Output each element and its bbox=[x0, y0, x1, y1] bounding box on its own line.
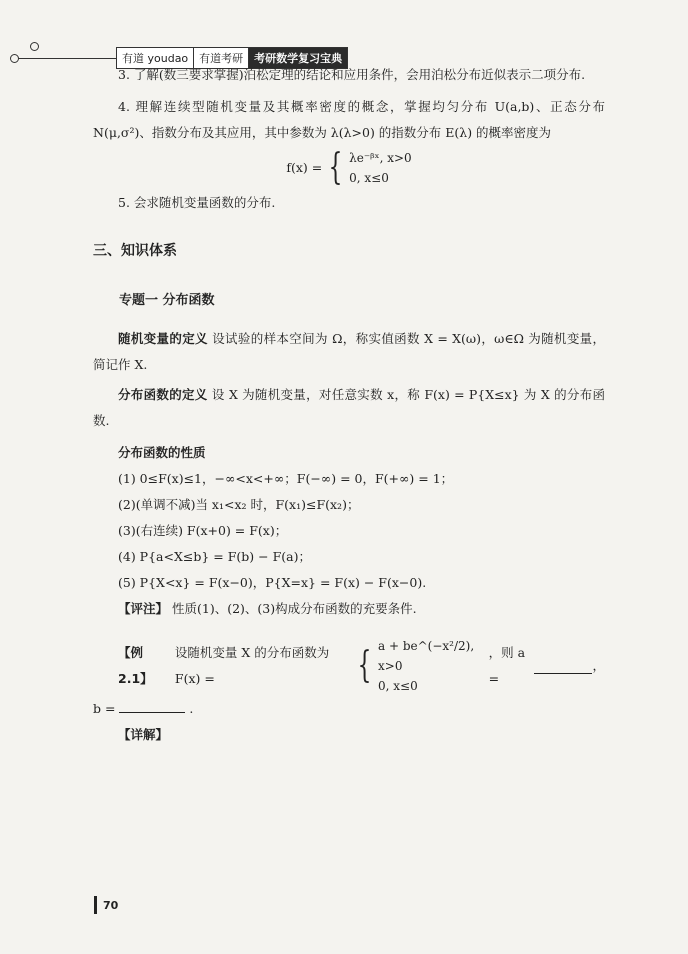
properties-title: 分布函数的性质 bbox=[118, 445, 206, 460]
header-rule bbox=[14, 58, 130, 59]
cdf-definition-text: 设 X 为随机变量，对任意实数 x，称 F(x) = P{X≤x} 为 X 的分布函数. bbox=[93, 387, 605, 428]
example-b-line bbox=[93, 696, 605, 722]
example-case: 0, x≤0 bbox=[378, 679, 418, 693]
topic-heading: 专题一 分布函数 bbox=[119, 293, 215, 308]
example-cases bbox=[378, 636, 489, 696]
property-item: (4) P{a<X≤b} = F(b) − F(a)； bbox=[118, 549, 311, 564]
page-content bbox=[93, 62, 605, 748]
formula-cases bbox=[349, 148, 412, 188]
solution-tag: 【详解】 bbox=[118, 727, 169, 742]
formula-brace: { bbox=[328, 147, 343, 188]
header-brand: 有道 youdao bbox=[122, 52, 189, 65]
page-number bbox=[94, 896, 118, 914]
note-text: 性质(1)、(2)、(3)构成分布函数的充要条件. bbox=[172, 601, 417, 616]
example-end-a: ， bbox=[592, 658, 605, 673]
property-item: (1) 0≤F(x)≤1，−∞<x<+∞；F(−∞) = 0，F(+∞) = 1； bbox=[118, 471, 454, 486]
cdf-definition bbox=[93, 382, 605, 434]
header-brand-secondary: 有道考研 bbox=[193, 48, 248, 68]
example-end-b: . bbox=[189, 701, 194, 716]
running-header bbox=[0, 20, 688, 65]
example-brace: { bbox=[357, 645, 372, 686]
property-item: (5) P{X<x} = F(x−0)，P{X=x} = F(x) − F(x−0). bbox=[118, 575, 427, 590]
example-2-1 bbox=[93, 636, 605, 696]
header-book-title: 考研数学复习宝典 bbox=[248, 48, 347, 68]
property-item: (2)(单调不减)当 x₁<x₂ 时，F(x₁)≤F(x₂)； bbox=[118, 497, 360, 512]
rv-definition bbox=[93, 326, 605, 378]
answer-blank-b[interactable] bbox=[119, 698, 185, 713]
page-number-text: 70 bbox=[103, 898, 119, 912]
example-ask-a: ，则 a = bbox=[488, 645, 526, 686]
cdf-definition-term: 分布函数的定义 bbox=[118, 387, 208, 402]
header-ornament-circle bbox=[30, 42, 39, 51]
section-heading: 三、知识体系 bbox=[93, 243, 177, 259]
requirement-item-3: 3. 了解(数三要求掌握)泊松定理的结论和应用条件，会用泊松分布近似表示二项分布. bbox=[118, 67, 586, 82]
requirement-item-5: 5. 会求随机变量函数的分布. bbox=[118, 195, 276, 210]
example-tag: 【例 2.1】 bbox=[118, 645, 153, 686]
formula-case: 0, x≤0 bbox=[349, 171, 389, 185]
example-text: 设随机变量 X 的分布函数为 F(x) = bbox=[174, 645, 330, 686]
note-tag: 【评注】 bbox=[118, 601, 169, 616]
answer-blank-a[interactable] bbox=[534, 659, 593, 674]
example-case: a + be^(−x²/2), x>0 bbox=[378, 639, 475, 673]
formula-case: λe⁻ᵝˣ, x>0 bbox=[349, 151, 412, 165]
property-item: (3)(右连续) F(x+0) = F(x)； bbox=[118, 523, 288, 538]
requirement-item-4: 4. 理解连续型随机变量及其概率密度的概念，掌握均匀分布 U(a,b)、正态分布 N(μ,σ²)、指数分布及其应用，其中参数为 λ(λ>0) 的指数分布 E(λ) 的概率密度为 bbox=[93, 99, 605, 140]
exponential-density-formula bbox=[93, 148, 605, 188]
page-number-bar bbox=[94, 896, 97, 914]
rv-definition-text: 设试验的样本空间为 Ω，称实值函数 X = X(ω)，ω∈Ω 为随机变量，简记作 X. bbox=[93, 331, 605, 372]
note bbox=[93, 596, 605, 622]
formula-lhs: f(x) = bbox=[286, 160, 323, 175]
example-ask-b: b = bbox=[93, 701, 116, 716]
rv-definition-term: 随机变量的定义 bbox=[118, 331, 208, 346]
header-ornament-circle bbox=[10, 54, 19, 63]
